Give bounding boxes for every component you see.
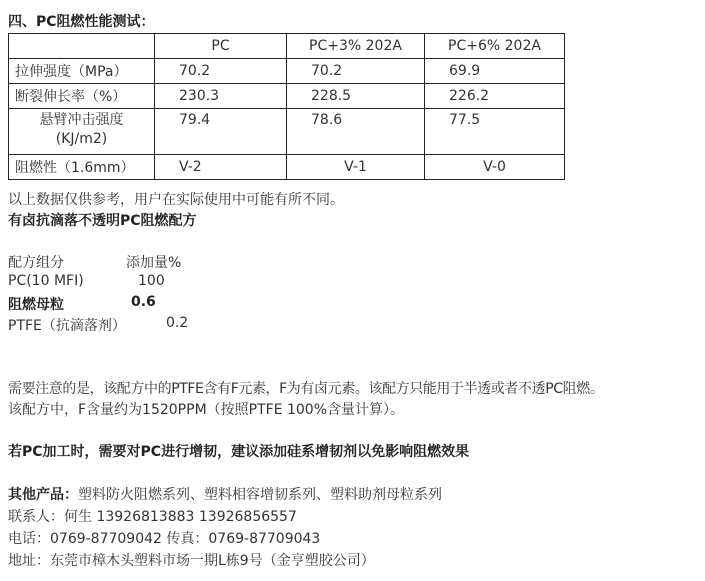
table-cell: 230.3 xyxy=(155,84,287,109)
table-cell: 77.5 xyxy=(425,109,565,155)
table-cell: 70.2 xyxy=(287,59,425,84)
row-label: 阻燃性（1.6mm） xyxy=(9,155,155,180)
table-cell: 70.2 xyxy=(155,59,287,84)
formula-item-amount: 0.6 xyxy=(131,294,156,310)
note-line: 需要注意的是，该配方中的PTFE含有F元素，F为有卤元素。该配方只能用于半透或者不透PC阻燃。 xyxy=(8,381,604,397)
table-row xyxy=(9,84,565,109)
table-cell: 69.9 xyxy=(425,59,565,84)
contact-phone: 电话：0769-87709042 传真：0769-87709043 xyxy=(8,531,321,547)
contact-person: 联系人：何生 13926813883 13926856557 xyxy=(8,509,297,525)
note-line: 该配方中，F含量约为1520PPM（按照PTFE 100%含量计算）。 xyxy=(8,402,405,418)
advice-text: 若PC加工时，需要对PC进行增韧，建议添加硅系增韧剂以免影响阻燃效果 xyxy=(8,444,470,460)
table-row xyxy=(9,155,565,180)
table-row xyxy=(9,109,565,155)
formula-item-name: PTFE（抗滴落剂） xyxy=(8,318,126,334)
table-cell: 226.2 xyxy=(425,84,565,109)
row-label: 断裂伸长率（%） xyxy=(9,84,155,109)
formula-header-component: 配方组分 xyxy=(8,255,64,271)
row-label-line: 悬臂冲击强度 xyxy=(39,112,124,128)
table-header-cell: PC+3% 202A xyxy=(287,34,425,59)
row-label: 拉伸强度（MPa） xyxy=(9,59,155,84)
formula-title: 有卤抗滴落不透明PC阻燃配方 xyxy=(8,213,197,229)
other-products-label: 其他产品： xyxy=(8,487,78,503)
table-header-cell xyxy=(9,34,155,59)
formula-item-name: PC(10 MFI) xyxy=(8,273,84,289)
formula-item-amount: 100 xyxy=(138,273,165,289)
formula-header-amount: 添加量% xyxy=(126,255,182,271)
performance-table xyxy=(8,33,565,180)
table-cell: 78.6 xyxy=(287,109,425,155)
contact-address: 地址：东莞市樟木头塑料市场一期L栋9号（金亨塑胶公司） xyxy=(8,553,375,569)
section-title: 四、PC阻燃性能测试： xyxy=(8,14,155,30)
table-header-cell: PC xyxy=(155,34,287,59)
formula-item-amount: 0.2 xyxy=(166,315,189,331)
other-products-line xyxy=(8,484,442,504)
table-row xyxy=(9,59,565,84)
table-cell: V-1 xyxy=(287,155,425,180)
table-header-row xyxy=(9,34,565,59)
table-cell: V-0 xyxy=(425,155,565,180)
row-label xyxy=(9,109,155,155)
formula-item-name: 阻燃母粒 xyxy=(8,297,64,313)
disclaimer-text: 以上数据仅供参考，用户在实际使用中可能有所不同。 xyxy=(8,192,344,208)
table-header-cell: PC+6% 202A xyxy=(425,34,565,59)
table-cell: 228.5 xyxy=(287,84,425,109)
row-label-line: (KJ/m2) xyxy=(55,131,108,147)
table-cell: V-2 xyxy=(155,155,287,180)
table-cell: 79.4 xyxy=(155,109,287,155)
other-products-text: 塑料防火阻燃系列、塑料相容增韧系列、塑料助剂母粒系列 xyxy=(78,487,442,503)
